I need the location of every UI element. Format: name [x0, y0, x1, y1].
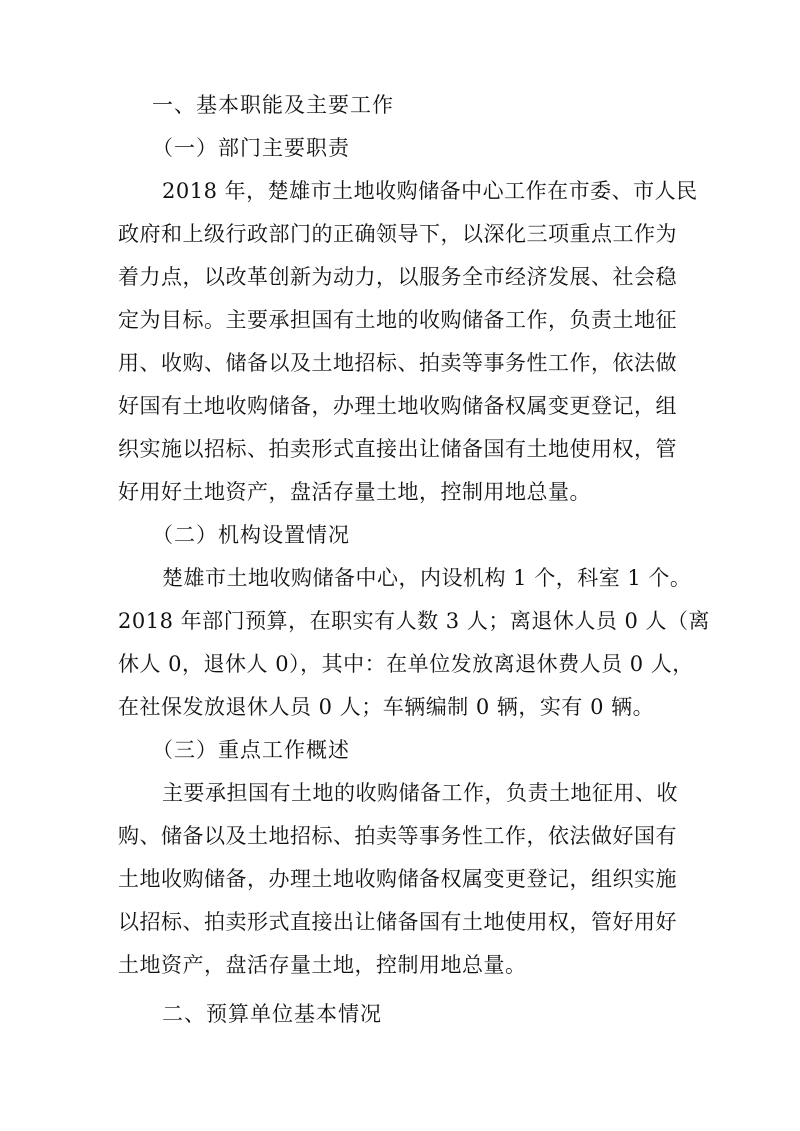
section-heading-basic-functions: 一、基本职能及主要工作	[152, 93, 394, 117]
paragraph-line: 购、储备以及土地招标、拍卖等事务性工作，依法做好国有	[118, 824, 677, 848]
paragraph-line: 楚雄市土地收购储备中心，内设机构 1 个，科室 1 个。	[162, 566, 692, 590]
paragraph-line: 在社保发放退休人员 0 人；车辆编制 0 辆，实有 0 辆。	[118, 695, 655, 719]
paragraph-line: 以招标、拍卖形式直接出让储备国有土地使用权，管好用好	[118, 910, 677, 934]
paragraph-line: 好国有土地收购储备，办理土地收购储备权属变更登记，组	[118, 394, 677, 418]
subsection-heading-organization: （二）机构设置情况	[152, 523, 350, 547]
paragraph-line: 2018 年，楚雄市土地收购储备中心工作在市委、市人民	[162, 179, 698, 203]
paragraph-line: 用、收购、储备以及土地招标、拍卖等事务性工作，依法做	[118, 351, 677, 375]
paragraph-line: 土地资产，盘活存量土地，控制用地总量。	[118, 953, 527, 977]
paragraph-line: 定为目标。主要承担国有土地的收购储备工作，负责土地征	[118, 308, 677, 332]
paragraph-line: 主要承担国有土地的收购储备工作，负责土地征用、收	[162, 781, 678, 805]
paragraph-line: 土地收购储备，办理土地收购储备权属变更登记，组织实施	[118, 867, 677, 891]
paragraph-line: 政府和上级行政部门的正确领导下，以深化三项重点工作为	[118, 222, 677, 246]
paragraph-line: 着力点，以改革创新为动力，以服务全市经济发展、社会稳	[118, 265, 677, 289]
paragraph-line: 2018 年部门预算，在职实有人数 3 人；离退休人员 0 人（离	[118, 609, 711, 633]
section-heading-budget-unit: 二、预算单位基本情况	[162, 1002, 382, 1026]
paragraph-line: 休人 0，退休人 0），其中：在单位发放离退休费人员 0 人，	[118, 652, 694, 676]
subsection-heading-key-work: （三）重点工作概述	[152, 738, 350, 762]
paragraph-line: 织实施以招标、拍卖形式直接出让储备国有土地使用权，管	[118, 437, 677, 461]
paragraph-line: 好用好土地资产，盘活存量土地，控制用地总量。	[118, 480, 591, 504]
subsection-heading-main-duties: （一）部门主要职责	[152, 136, 350, 160]
